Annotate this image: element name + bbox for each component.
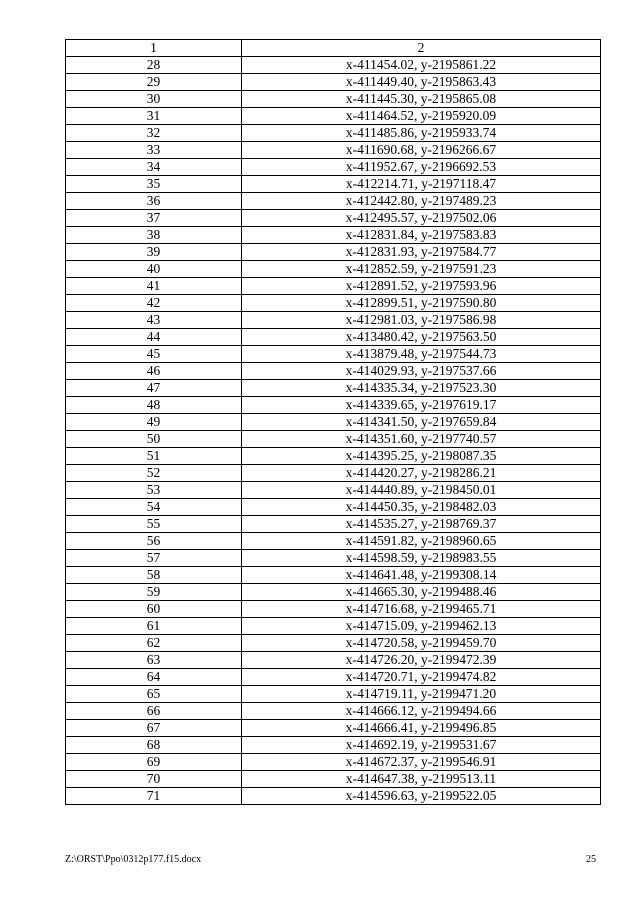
coordinates-cell: x-411464.52, y-2195920.09 [242,108,601,125]
point-number-cell: 29 [66,74,242,91]
table-row [66,533,601,550]
point-number-cell: 32 [66,125,242,142]
point-number-cell: 39 [66,244,242,261]
coordinates-cell: x-414029.93, y-2197537.66 [242,363,601,380]
coordinates-cell: x-414339.65, y-2197619.17 [242,397,601,414]
coordinates-cell: x-414672.37, y-2199546.91 [242,754,601,771]
point-number-cell: 57 [66,550,242,567]
point-number-cell: 47 [66,380,242,397]
table-row [66,193,601,210]
point-number-cell: 53 [66,482,242,499]
coordinates-cell: x-411485.86, y-2195933.74 [242,125,601,142]
table-row [66,244,601,261]
table-row [66,771,601,788]
table-row [66,635,601,652]
point-number-cell: 31 [66,108,242,125]
coordinates-cell: x-412442.80, y-2197489.23 [242,193,601,210]
table-row [66,312,601,329]
coordinates-table-body [66,40,601,805]
coordinates-cell: x-414647.38, y-2199513.11 [242,771,601,788]
table-row [66,227,601,244]
point-number-cell: 52 [66,465,242,482]
table-row [66,550,601,567]
point-number-cell: 48 [66,397,242,414]
coordinates-cell: x-411445.30, y-2195865.08 [242,91,601,108]
coordinates-cell: x-411449.40, y-2195863.43 [242,74,601,91]
table-row [66,686,601,703]
point-number-cell: 71 [66,788,242,805]
coordinates-cell: x-413879.48, y-2197544.73 [242,346,601,363]
point-number-cell: 28 [66,57,242,74]
point-number-cell: 42 [66,295,242,312]
table-row [66,380,601,397]
coordinates-cell: x-414720.58, y-2199459.70 [242,635,601,652]
coordinates-cell: x-414450.35, y-2198482.03 [242,499,601,516]
point-number-cell: 41 [66,278,242,295]
coordinates-cell: x-414720.71, y-2199474.82 [242,669,601,686]
coordinates-cell: x-414666.41, y-2199496.85 [242,720,601,737]
point-number-cell: 54 [66,499,242,516]
coordinates-cell: x-414440.89, y-2198450.01 [242,482,601,499]
coordinates-cell: x-412831.93, y-2197584.77 [242,244,601,261]
table-row [66,516,601,533]
table-row [66,703,601,720]
point-number-cell: 49 [66,414,242,431]
point-number-cell: 67 [66,720,242,737]
footer-page-number: 25 [586,854,596,865]
coordinates-cell: x-412495.57, y-2197502.06 [242,210,601,227]
coordinates-cell: x-414719.11, y-2199471.20 [242,686,601,703]
table-row [66,737,601,754]
coordinates-cell: x-413480.42, y-2197563.50 [242,329,601,346]
point-number-cell: 35 [66,176,242,193]
coordinates-cell: x-411454.02, y-2195861.22 [242,57,601,74]
point-number-cell: 59 [66,584,242,601]
point-number-cell: 69 [66,754,242,771]
table-row [66,618,601,635]
point-number-cell: 61 [66,618,242,635]
coordinates-cell: x-414395.25, y-2198087.35 [242,448,601,465]
point-number-cell: 44 [66,329,242,346]
point-number-cell: 58 [66,567,242,584]
table-row [66,652,601,669]
point-number-cell: 62 [66,635,242,652]
table-row [66,346,601,363]
table-row [66,261,601,278]
table-header-row [66,40,601,57]
coordinates-cell: x-414692.19, y-2199531.67 [242,737,601,754]
footer-file-path: Z:\ORST\Ppo\0312p177.f15.docx [65,854,202,865]
coordinates-cell: x-414335.34, y-2197523.30 [242,380,601,397]
column-header-coordinates: 2 [242,40,601,57]
point-number-cell: 33 [66,142,242,159]
point-number-cell: 46 [66,363,242,380]
coordinates-cell: x-414641.48, y-2199308.14 [242,567,601,584]
coordinates-cell: x-412981.03, y-2197586.98 [242,312,601,329]
point-number-cell: 64 [66,669,242,686]
coordinates-cell: x-414726.20, y-2199472.39 [242,652,601,669]
table-row [66,754,601,771]
coordinates-cell: x-412899.51, y-2197590.80 [242,295,601,312]
column-header-number: 1 [66,40,242,57]
table-row [66,567,601,584]
table-row [66,720,601,737]
point-number-cell: 55 [66,516,242,533]
table-row [66,329,601,346]
table-row [66,57,601,74]
coordinates-cell: x-412852.59, y-2197591.23 [242,261,601,278]
coordinates-cell: x-414665.30, y-2199488.46 [242,584,601,601]
table-row [66,465,601,482]
coordinates-cell: x-414716.68, y-2199465.71 [242,601,601,618]
coordinates-cell: x-412891.52, y-2197593.96 [242,278,601,295]
coordinates-cell: x-414591.82, y-2198960.65 [242,533,601,550]
table-row [66,142,601,159]
table-row [66,431,601,448]
point-number-cell: 63 [66,652,242,669]
table-row [66,91,601,108]
coordinates-cell: x-412214.71, y-2197118.47 [242,176,601,193]
point-number-cell: 60 [66,601,242,618]
coordinates-cell: x-414715.09, y-2199462.13 [242,618,601,635]
table-row [66,601,601,618]
coordinates-cell: x-414420.27, y-2198286.21 [242,465,601,482]
coordinates-cell: x-411952.67, y-2196692.53 [242,159,601,176]
point-number-cell: 30 [66,91,242,108]
coordinates-cell: x-412831.84, y-2197583.83 [242,227,601,244]
table-row [66,210,601,227]
coordinates-cell: x-411690.68, y-2196266.67 [242,142,601,159]
table-row [66,159,601,176]
table-row [66,74,601,91]
point-number-cell: 34 [66,159,242,176]
point-number-cell: 36 [66,193,242,210]
point-number-cell: 51 [66,448,242,465]
coordinates-cell: x-414598.59, y-2198983.55 [242,550,601,567]
coordinates-table [65,39,601,805]
table-row [66,363,601,380]
point-number-cell: 70 [66,771,242,788]
point-number-cell: 43 [66,312,242,329]
table-row [66,278,601,295]
point-number-cell: 50 [66,431,242,448]
table-row [66,397,601,414]
table-row [66,448,601,465]
table-row [66,788,601,805]
table-row [66,499,601,516]
coordinates-cell: x-414596.63, y-2199522.05 [242,788,601,805]
coordinates-cell: x-414666.12, y-2199494.66 [242,703,601,720]
table-row [66,414,601,431]
coordinates-cell: x-414341.50, y-2197659.84 [242,414,601,431]
table-row [66,295,601,312]
table-row [66,584,601,601]
coordinates-cell: x-414351.60, y-2197740.57 [242,431,601,448]
point-number-cell: 45 [66,346,242,363]
coordinates-cell: x-414535.27, y-2198769.37 [242,516,601,533]
table-row [66,108,601,125]
point-number-cell: 38 [66,227,242,244]
table-row [66,176,601,193]
point-number-cell: 56 [66,533,242,550]
point-number-cell: 66 [66,703,242,720]
point-number-cell: 65 [66,686,242,703]
point-number-cell: 68 [66,737,242,754]
table-row [66,125,601,142]
point-number-cell: 37 [66,210,242,227]
table-row [66,669,601,686]
table-row [66,482,601,499]
point-number-cell: 40 [66,261,242,278]
